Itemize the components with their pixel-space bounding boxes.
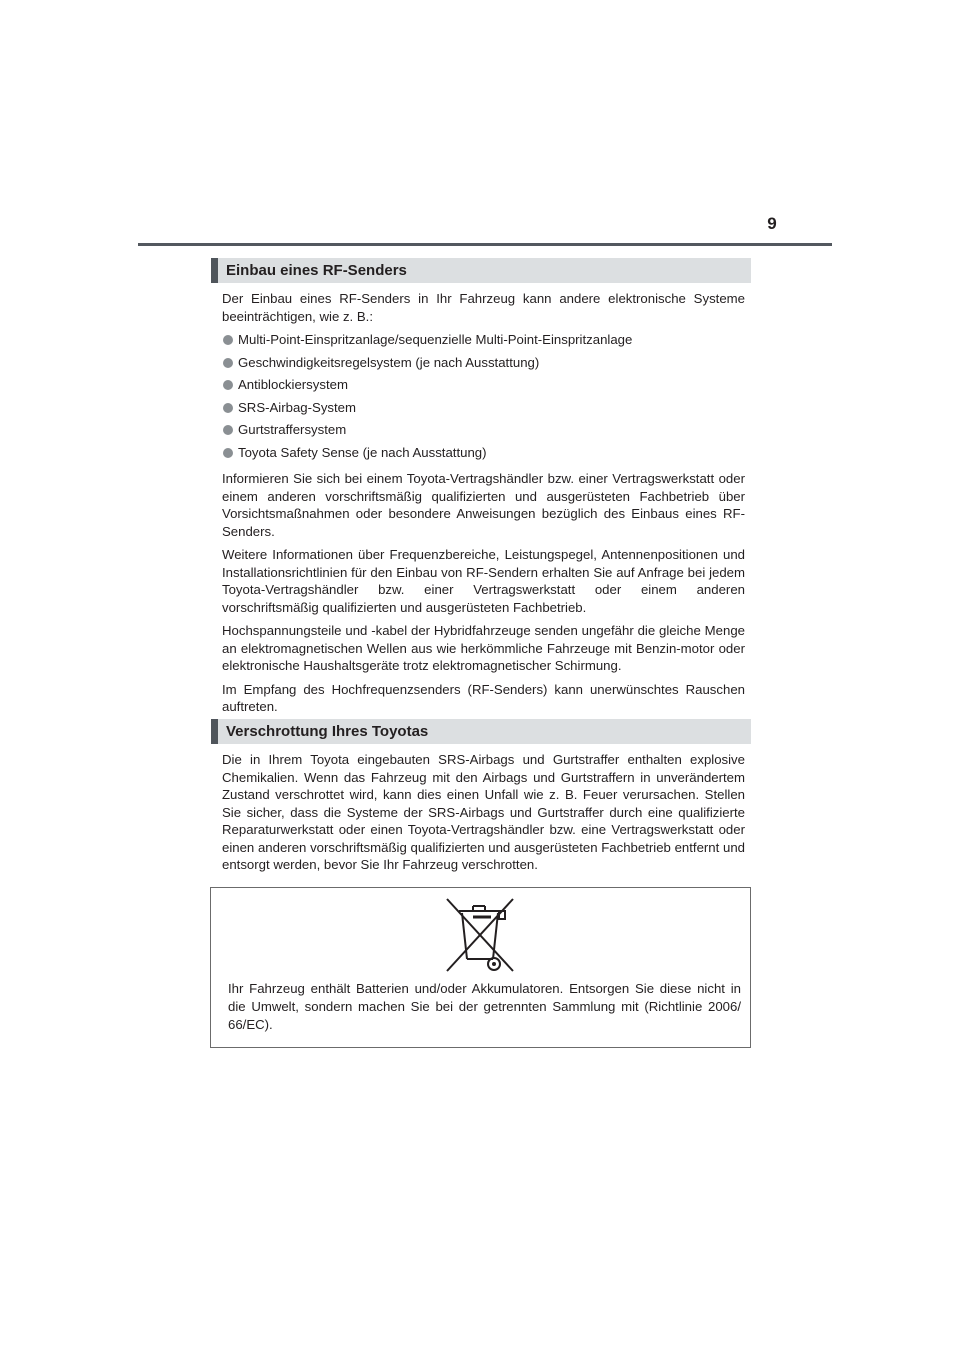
battery-disposal-text: Ihr Fahrzeug enthält Batterien und/oder Akkumulatoren. Entsorgen Sie diese nicht in die Umwelt, sondern machen Sie bei der getrennten Sammlung mit (Richtlinie 2006/ 66/EC). xyxy=(228,981,741,1032)
list-item-text: SRS-Airbag-System xyxy=(238,399,356,415)
list-item-text: Gurtstraffersystem xyxy=(238,422,347,437)
bullet-icon xyxy=(223,403,233,413)
section-body-scrapping xyxy=(222,751,745,880)
noise-paragraph: Im Empfang des Hochfrequenzsenders (RF-Senders) kann unerwünschtes Rauschen auftreten. xyxy=(222,681,745,714)
battery-disposal-note xyxy=(210,887,751,1048)
list-item-text: Multi-Point-Einspritzanlage/sequenzielle Multi-Point-Einspritzanlage xyxy=(238,332,633,347)
list-item xyxy=(222,354,745,377)
hybrid-emission-paragraph: Hochspannungsteile und -kabel der Hybridfahrzeuge senden ungefähr die gleiche Menge an elektromagnetischen Wellen aus wie herkömmliche Fahrzeuge mit Benzin-motor oder elektronische Haushaltsgeräte trotz elektromagnetischer Schirmung. xyxy=(222,623,745,673)
bullet-icon xyxy=(223,380,233,390)
list-item xyxy=(222,331,745,354)
list-item xyxy=(222,444,745,467)
list-item-text: Toyota Safety Sense (je nach Ausstattung) xyxy=(238,444,487,460)
bullet-icon xyxy=(223,425,233,435)
page-number: 9 xyxy=(767,214,777,233)
affected-systems-list xyxy=(222,331,745,466)
header-rule xyxy=(138,243,832,246)
scrapping-paragraph: Die in Ihrem Toyota eingebauten SRS-Airbags und Gurtstraffer enthalten explosive Chemikalien. Wenn das Fahrzeug mit den Airbags und Gurtstraffern in unverändertem Zustand verschrottet wird, kann dies einen Unfall wie z. B. Feuer verursachen. Stellen Sie sicher, dass die Systeme der SRS-Airbags und Gurtstraffer durch eine qualifizierte Reparaturwerkstatt oder einen Toyota-Vertragshändler bzw. eine Vertragswerkstatt oder einen anderen vorschriftsmäßig qualifizierten und ausgerüsteten Fachbetrieb entfernt und entsorgt werden, bevor Sie Ihr Fahrzeug verschrotten. xyxy=(222,752,745,872)
intro-paragraph: Der Einbau eines RF-Senders in Ihr Fahrzeug kann andere elektronische Systeme beeinträchtigen, wie z. B.: xyxy=(222,291,745,324)
section-heading-rf-sender: Einbau eines RF-Senders xyxy=(211,258,751,283)
section-heading-scrapping: Verschrottung Ihres Toyotas xyxy=(211,719,751,744)
list-item xyxy=(222,399,745,422)
crossed-out-wheelie-bin-icon xyxy=(439,893,521,975)
frequency-info-paragraph: Weitere Informationen über Frequenzbereiche, Leistungspegel, Antennenpositionen und Installationsrichtlinien für den Einbau von RF-Sendern erhalten Sie auf Anfrage bei jedem Toyota-Vertragshändler bzw. einer Vertragswerkstatt oder einem anderen vorschriftsmäßig qualifizierten und ausgerüsteten Fachbetrieb. xyxy=(222,547,745,615)
section-body-rf-sender xyxy=(222,290,745,722)
list-item-text: Antiblockiersystem xyxy=(238,377,348,392)
list-item xyxy=(222,421,745,444)
dealer-info-paragraph: Informieren Sie sich bei einem Toyota-Vertragshändler bzw. einer Vertragswerkstatt oder einem anderen vorschriftsmäßig qualifizierten und ausgerüsteten Fachbetrieb über Vorsichtsmaßnahmen oder besondere Anweisungen bezüglich des Einbaus eines RF-Senders. xyxy=(222,471,745,539)
bullet-icon xyxy=(223,335,233,345)
bullet-icon xyxy=(223,448,233,458)
list-item-text: Geschwindigkeitsregelsystem (je nach Ausstattung) xyxy=(238,354,540,370)
bullet-icon xyxy=(223,358,233,368)
list-item xyxy=(222,376,745,399)
